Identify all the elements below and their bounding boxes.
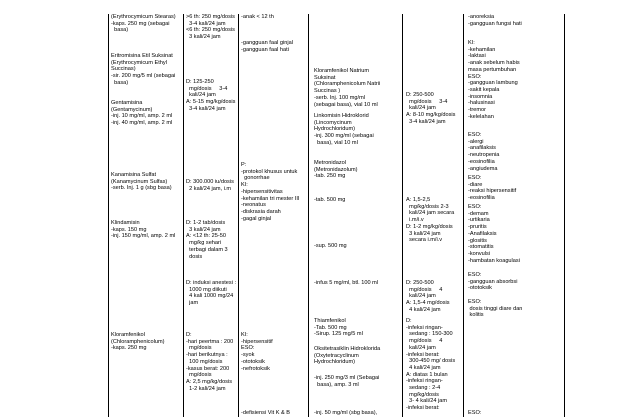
table-rule	[183, 14, 184, 417]
table-rule	[108, 14, 109, 417]
side-right-entry: ESO: -gangguan absorbsi -ototoksik	[468, 272, 518, 292]
side-right-entry: ESO: -alergi -anafilaksis -neutropenia -eosinofilia -angiudema	[468, 132, 500, 172]
drug-left-entry: (Erythrocymicum Stearas) -kaps. 250 mg (sebagai basa)	[111, 14, 176, 34]
dose-left-entry: D: induksi anestesi : 1000 mg diikuti 4 kali 1000 mg/24 jam	[186, 280, 237, 307]
side-right-entry: ESO:	[468, 410, 482, 416]
drug-right-entry: -inj. 250 mg/3 ml (Sebagai basa), amp. 3 ml	[314, 375, 380, 388]
drug-right-entry: -inj. 50 mg/ml (sbg basa),	[314, 410, 378, 416]
side-left-entry: -gangguan faal ginjal -gangguan faal hati	[241, 40, 293, 53]
drug-left-entry: Kloramfenikol (Chloramphenicolum) -kaps. 250 mg	[111, 332, 165, 352]
dose-left-entry: D: 1-2 tab/dosis 3 kali/24 jam A: <12 th: 25-50 mg/kg sehari terbagi dalam 3 dosis	[186, 220, 228, 260]
side-left-entry: P: -protokol khusus untuk gonorrhae KI: -hipersensitivitas -kehamilan tri mester III -neonatus -diskrasia darah -gagal ginjal	[241, 162, 300, 222]
drug-right-entry: -tab. 500 mg	[314, 197, 346, 203]
table-rule	[238, 14, 239, 417]
table-rule	[463, 14, 464, 417]
dose-right-entry: D: 250-500 mg/dosis 3-4 kali/24 jam A: 8-10 mg/kg/dosis 3-4 kali/24 jam	[406, 92, 456, 125]
drug-left-entry: Eritromisina Etil Suksinat (Erythrocymicum Ethyl Succinas) -sir. 200 mg/5 ml (sebagai basa)	[111, 53, 176, 86]
drug-left-entry: Kanamisina Sulfat (Kanamycinum Sulfas) -serb. Inj. 1 g (sbg basa)	[111, 172, 172, 192]
drug-right-entry: Oksitetrasiklin Hidroklorida (Oxytetracyclinum Hydrochloridum)	[314, 346, 381, 366]
drug-right-entry: Metronidazol (Metronidazolum) -tab. 250 mg	[314, 160, 358, 180]
table-rule	[564, 14, 565, 417]
drug-table	[108, 14, 564, 417]
dose-left-entry: D: -hari peertma : 200 mg/dosis -hari berikutnya : 100 mg/dosis -kasus berat: 200 mg/dosis A: 2,5 mg/kg/dosis 1-2 kali/24 jam	[186, 332, 234, 392]
dose-right-entry: D: -infeksi ringan- sedang : 150-300 mg/dosis 4 kali/24 jam -infeksi berat: 300-450 mg/ dosis 4 kali/24 jam A: diatas 1 bulan -infeksi ringan- sedang : 2-4 mg/kg/dosis 3- 4 kali/24 jam -infeksi berat:	[406, 318, 456, 412]
side-right-entry: ESO: -diare -reaksi hipersensitif -eosinofilia	[468, 175, 517, 202]
drug-right-entry: -infus 5 mg/ml, btl. 100 ml	[314, 280, 379, 286]
drug-right-entry: Linkomisin Hidroklorid (Lincomycinum Hydrochloridum) -inj. 300 mg/ml (sebagai basa), vial 10 ml	[314, 113, 374, 146]
drug-right-entry: Thiamfenikol -Tab. 500 mg -Sirup. 125 mg/5 ml	[314, 318, 363, 338]
table-rule	[308, 14, 309, 417]
drug-right-entry: -sup. 500 mg	[314, 243, 347, 249]
side-right-entry: ESO: dosis tinggi diare dan kolitis	[468, 299, 523, 319]
side-left-entry: -anak < 12 th	[241, 14, 274, 20]
dose-left-entry: D: 300.000 iu/dosis 2 kali/24 jam, i.m	[186, 179, 234, 192]
drug-right-entry: Kloramfenikol Natrium Suksinat (Chloramphenicolum Natrii Succinas ) -serb. Inj. 100 mg/ml (sebagai basa), vial 10 ml	[314, 68, 381, 108]
side-left-entry: KI: -hipersensitif ESO: -syok -ototoksik -nefrotoksik	[241, 332, 273, 372]
side-right-entry: ESO: -demam -urtikaria -pruritis -Anafilaksis -glositis -stomatitis -konvulsi -hambatan koagulasi	[468, 204, 520, 264]
side-right-entry: KI: -kehamilan -laktasi -anak sebelum habis masa pertumbuhan ESO: -gangguan lambung -sakit kepala -insomnia -halusinasi -tremor -kelelahan	[468, 40, 520, 120]
dose-right-entry: A: 1,5-2,5 mg/kg/dosis 2-3 kali/24 jam secara i.m/i.v D: 1-2 mg/kg/dosis 3 kali/24 jam secara i.m/i.v	[406, 197, 455, 244]
side-right-entry: -anoreksia -gangguan fungsi hati	[468, 14, 522, 27]
dose-left-entry: >6 th: 250 mg/dosis 3-4 kali/24 jam <6 th: 250 mg/dosis 3 kali/24 jam	[186, 14, 235, 41]
dose-left-entry: D: 125-250 mg/dosis 3-4 kali/24 jam A: 5-15 mg/kg/dosis 3-4 kali/24 jam	[186, 79, 236, 112]
side-left-entry: -defisiensi Vit K & B	[241, 410, 291, 416]
drug-left-entry: Gentamisina (Gentamycinum) -inj. 10 mg/ml, amp. 2 ml -inj. 40 mg/ml, amp. 2 ml	[111, 100, 173, 127]
drug-left-entry: Klindamisin -kaps. 150 mg -inj. 150 mg/ml, amp. 2 ml	[111, 220, 176, 240]
table-rule	[402, 14, 403, 417]
dose-right-entry: D: 250-500 mg/dosis 4 kali/24 jam A: 1,5-4 mg/dosis 4 kali/24 jam	[406, 280, 450, 313]
